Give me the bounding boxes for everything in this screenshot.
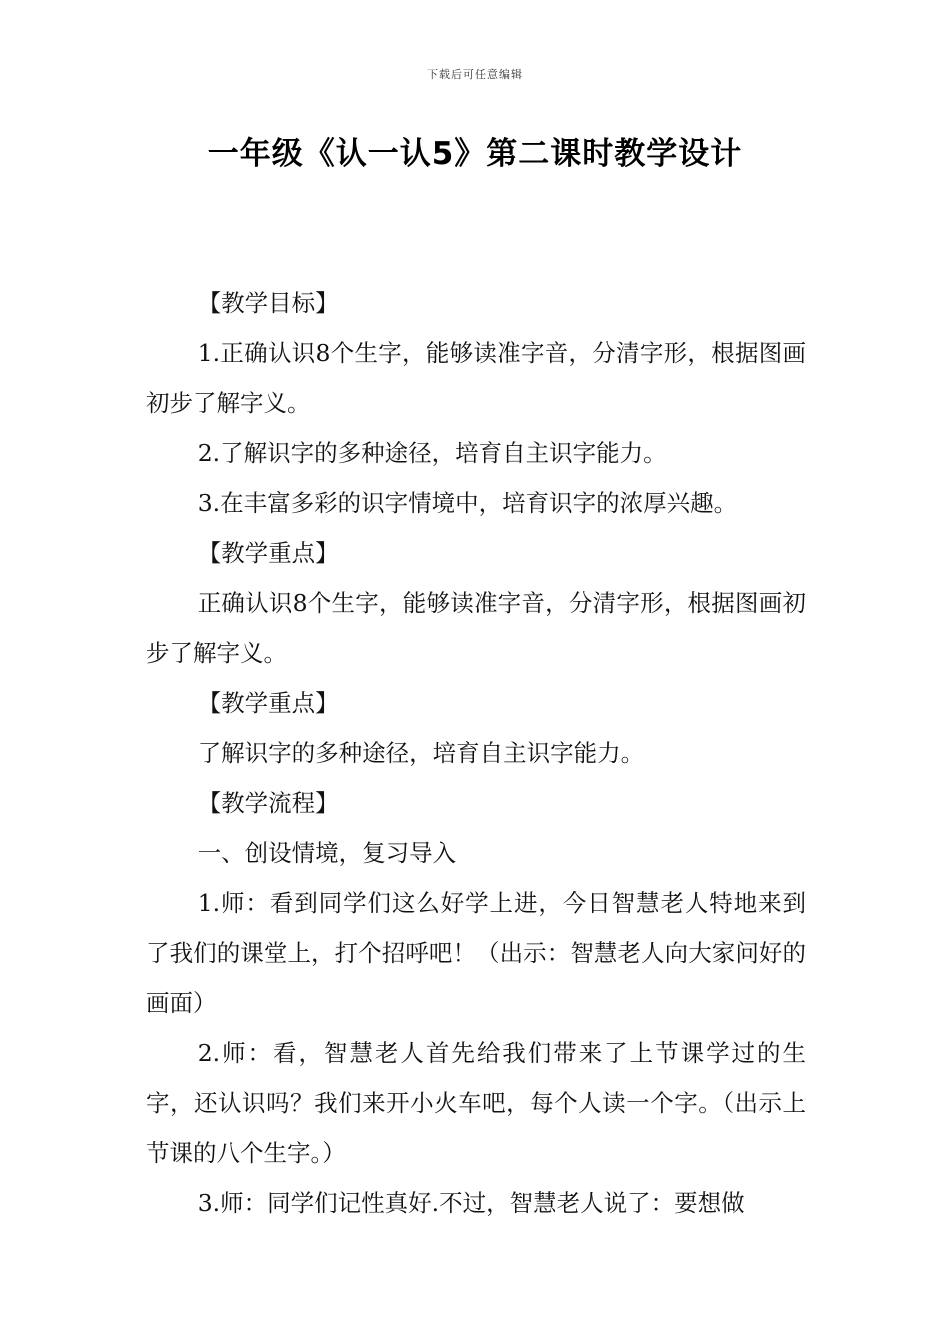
section-heading-objectives: 【教学目标】 bbox=[197, 289, 339, 317]
section-heading-process: 【教学流程】 bbox=[197, 789, 339, 817]
document-body bbox=[146, 278, 806, 1228]
objective-1: 1.正确认识8个生字，能够读准字音，分清字形，根据图画初步了解字义。 bbox=[146, 339, 806, 417]
key-point-text-2: 了解识字的多种途径，培育自主识字能力。 bbox=[197, 739, 645, 767]
objective-2: 2.了解识字的多种途径，培育自主识字能力。 bbox=[197, 439, 667, 467]
section-heading-key-points: 【教学重点】 bbox=[197, 539, 339, 567]
process-item-3: 3.师：同学们记性真好.不过，智慧老人说了：要想做 bbox=[197, 1189, 745, 1217]
document-title: 一年级《认一认5》第二课时教学设计 bbox=[207, 136, 743, 172]
process-item-1: 1.师：看到同学们这么好学上进，今日智慧老人特地来到了我们的课堂上，打个招呼吧！（出示：智慧老人向大家问好的画面） bbox=[146, 889, 806, 1017]
key-point-text: 正确认识8个生字，能够读准字音，分清字形，根据图画初步了解字义。 bbox=[146, 589, 806, 667]
process-step-heading: 一、创设情境，复习导入 bbox=[197, 839, 457, 867]
process-item-2: 2.师：看，智慧老人首先给我们带来了上节课学过的生字，还认识吗？我们来开小火车吧，每个人读一个字。（出示上节课的八个生字。） bbox=[146, 1039, 806, 1167]
objective-3: 3.在丰富多彩的识字情境中，培育识字的浓厚兴趣。 bbox=[197, 489, 738, 517]
section-heading-key-points-2: 【教学重点】 bbox=[197, 689, 339, 717]
header-note: 下载后可任意编辑 bbox=[427, 68, 523, 81]
